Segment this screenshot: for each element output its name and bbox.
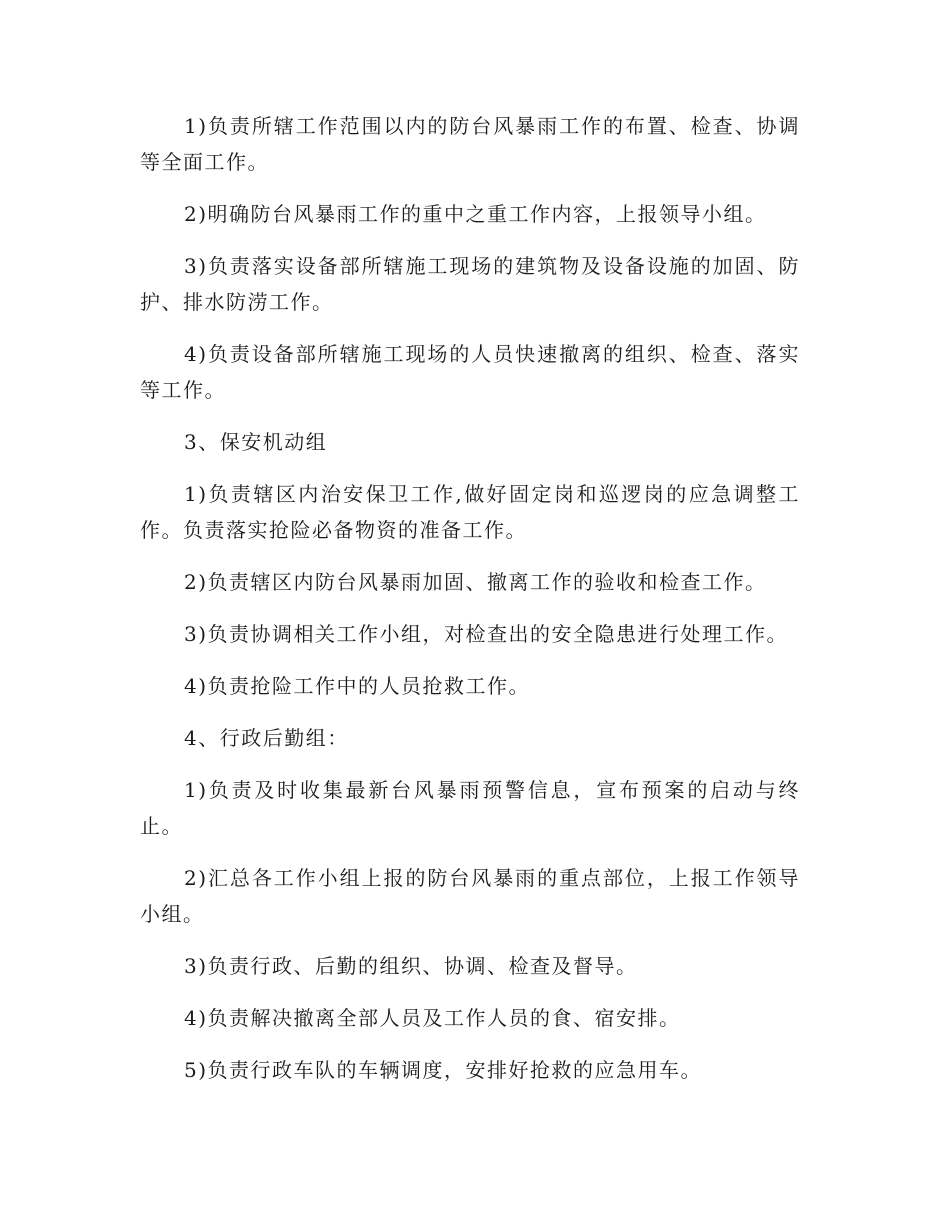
paragraph-3: 3)负责落实设备部所辖施工现场的建筑物及设备设施的加固、防护、排水防涝工作。 — [140, 254, 800, 314]
section-heading-security: 3、保安机动组 — [184, 430, 328, 454]
paragraph-2: 2)明确防台风暴雨工作的重中之重工作内容，上报领导小组。 — [184, 202, 767, 226]
paragraph-15: 5)负责行政车队的车辆调度，安排好抢救的应急用车。 — [184, 1058, 703, 1082]
paragraph-12: 2)汇总各工作小组上报的防台风暴雨的重点部位，上报工作领导小组。 — [140, 866, 800, 926]
paragraph-7: 2)负责辖区内防台风暴雨加固、撤离工作的验收和检查工作。 — [184, 570, 767, 594]
paragraph-6: 1)负责辖区内治安保卫工作,做好固定岗和巡逻岗的应急调整工作。负责落实抢险必备物资的准备工作。 — [140, 482, 800, 542]
paragraph-8: 3)负责协调相关工作小组，对检查出的安全隐患进行处理工作。 — [184, 622, 789, 646]
section-heading-logistics: 4、行政后勤组： — [184, 726, 349, 750]
paragraph-11: 1)负责及时收集最新台风暴雨预警信息，宣布预案的启动与终止。 — [140, 778, 800, 838]
paragraph-13: 3)负责行政、后勤的组织、协调、检查及督导。 — [184, 954, 638, 978]
paragraph-4: 4)负责设备部所辖施工现场的人员快速撤离的组织、检查、落实等工作。 — [140, 342, 800, 402]
document-body — [140, 108, 800, 1104]
paragraph-1: 1)负责所辖工作范围以内的防台风暴雨工作的布置、检查、协调等全面工作。 — [140, 114, 800, 174]
paragraph-14: 4)负责解决撤离全部人员及工作人员的食、宿安排。 — [184, 1006, 681, 1030]
paragraph-9: 4)负责抢险工作中的人员抢救工作。 — [184, 674, 531, 698]
